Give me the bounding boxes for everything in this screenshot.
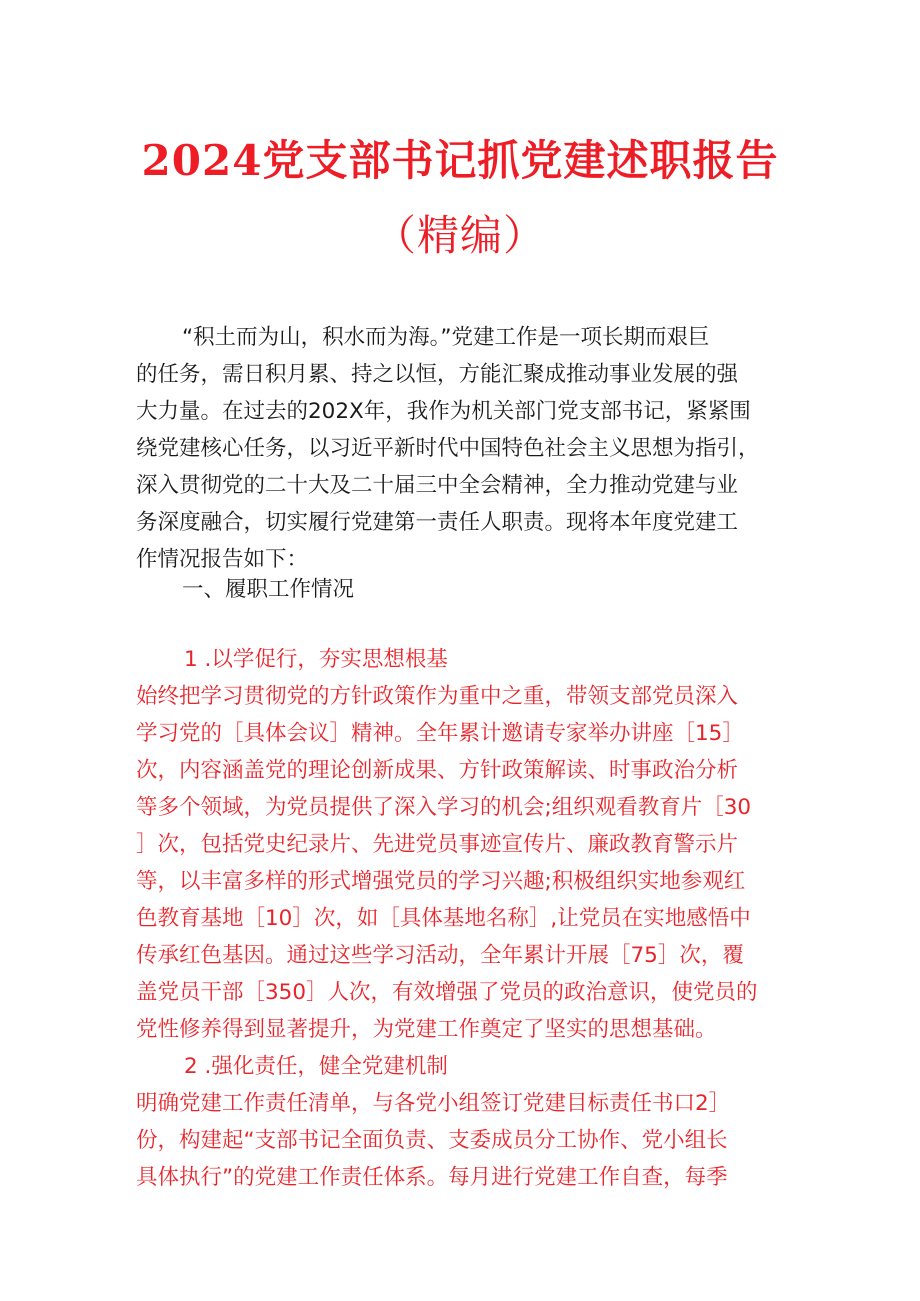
subsection-line: 色教育基地［10］次，如［具体基地名称］,让党员在实地感悟中: [136, 906, 751, 931]
document-subtitle: （精编）: [373, 211, 546, 260]
section-heading: 一、履职工作情况: [182, 577, 355, 602]
subsection-line: 学习党的［具体会议］精神。全年累计邀请专家举办讲座［15］: [136, 721, 744, 746]
intro-line: 的任务，需日积月累、持之以恒，方能汇聚成推动事业发展的强: [136, 362, 739, 387]
intro-line: 务深度融合，切实履行党建第一责任人职责。现将本年度党建工: [136, 510, 739, 535]
intro-line: 深入贯彻党的二十大及二十届三中全会精神，全力推动党建与业: [136, 473, 739, 498]
intro-line: 绕党建核心任务，以习近平新时代中国特色社会主义思想为指引，: [136, 436, 760, 461]
subsection-heading: 1 .以学促行，夯实思想根基: [184, 647, 448, 672]
intro-line: “积土而为山，积水而为海。”党建工作是一项长期而艰巨: [182, 325, 710, 350]
subsection-line: 党性修养得到显著提升，为党建工作奠定了坚实的思想基础。: [136, 1017, 717, 1042]
subsection-line: 次，内容涵盖党的理论创新成果、方针政策解读、时事政治分析: [136, 758, 739, 783]
subsection-line: 份，构建起“支部书记全面负责、支委成员分工协作、党小组长: [136, 1128, 728, 1153]
subsection-line: 明确党建工作责任清单，与各党小组签订党建目标责任书口2］: [136, 1091, 731, 1116]
intro-line: 大力量。在过去的202X年，我作为机关部门党支部书记，紧紧围: [136, 399, 751, 424]
intro-line: 作情况报告如下：: [136, 547, 309, 572]
subsection-line: 等多个领域，为党员提供了深入学习的机会;组织观看教育片［30: [136, 795, 752, 820]
subsection-line: 等，以丰富多样的形式增强党员的学习兴趣;积极组织实地参观红: [136, 869, 746, 894]
subsection-line: ］次，包括党史纪录片、先进党员事迹宣传片、廉政教育警示片: [136, 832, 739, 857]
subsection-heading: 2 .强化责任，健全党建机制: [184, 1054, 448, 1079]
subsection-line: 盖党员干部［350］人次，有效增强了党员的政治意识，使党员的: [136, 980, 758, 1005]
document-title: 2024党支部书记抓党建述职报告: [141, 136, 779, 185]
subsection-line: 始终把学习贯彻党的方针政策作为重中之重，带领支部党员深入: [136, 684, 739, 709]
subsection-line: 传承红色基因。通过这些学习活动，全年累计开展［75］次，覆: [136, 943, 744, 968]
subsection-line: 具体执行”的党建工作责任体系。每月进行党建工作自查，每季: [136, 1165, 728, 1190]
